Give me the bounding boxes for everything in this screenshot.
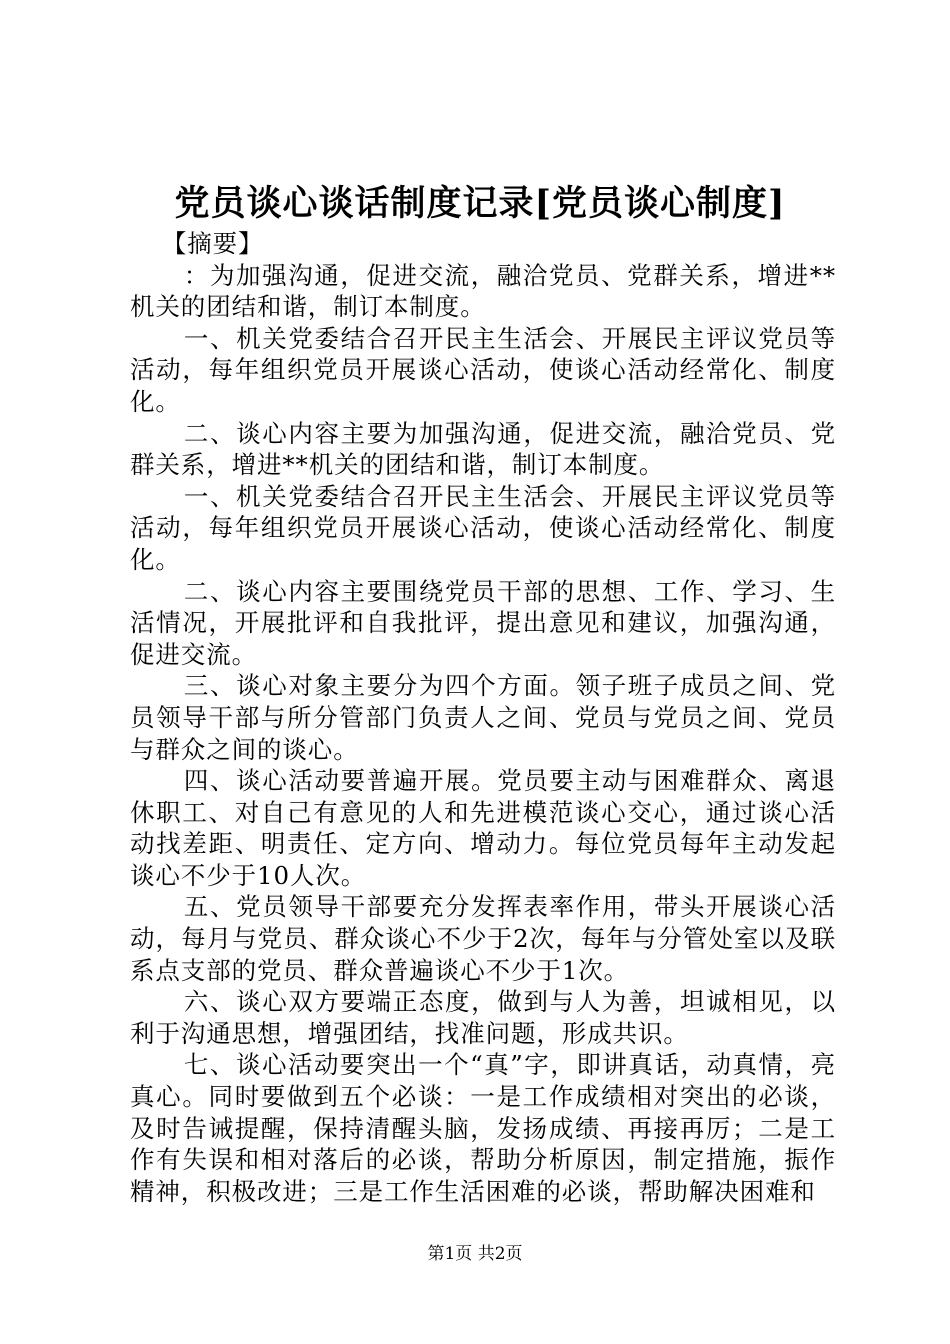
paragraph: 三、谈心对象主要分为四个方面。领子班子成员之间、党员领导干部与所分管部门负责人之间、党员与党员之间、党员与群众之间的谈心。 <box>130 671 836 764</box>
paragraph: 一、机关党委结合召开民主生活会、开展民主评议党员等活动，每年组织党员开展谈心活动，使谈心活动经常化、制度化。 <box>130 481 836 574</box>
document-body <box>130 228 836 1207</box>
paragraph-intro: ：为加强沟通，促进交流，融洽党员、党群关系，增进**机关的团结和谐，制订本制度。 <box>130 260 836 322</box>
paragraph: 二、谈心内容主要围绕党员干部的思想、工作、学习、生活情况，开展批评和自我批评，提出意见和建议，加强沟通，促进交流。 <box>130 576 836 669</box>
page-footer: 第1页 共2页 <box>427 1244 523 1264</box>
paragraph: 一、机关党委结合召开民主生活会、开展民主评议党员等活动，每年组织党员开展谈心活动，使谈心活动经常化、制度化。 <box>130 323 836 416</box>
paragraph: 七、谈心活动要突出一个“真”字，即讲真话，动真情，亮真心。同时要做到五个必谈：一是工作成绩相对突出的必谈，及时告诫提醒，保持清醒头脑，发扬成绩、再接再厉；二是工作有失误和相对落后的必谈，帮助分析原因，制定措施，振作精神，积极改进；三是工作生活困难的必谈，帮助解决困难和 <box>130 1050 836 1206</box>
paragraph: 六、谈心双方要端正态度，做到与人为善，坦诚相见，以利于沟通思想，增强团结，找准问题，形成共识。 <box>130 987 836 1048</box>
paragraph: 四、谈心活动要普遍开展。党员要主动与困难群众、离退休职工、对自己有意见的人和先进模范谈心交心，通过谈心活动找差距、明责任、定方向、增动力。每位党员每年主动发起谈心不少于10人次。 <box>130 766 836 890</box>
paragraph: 二、谈心内容主要为加强沟通，促进交流，融洽党员、党群关系，增进**机关的团结和谐，制订本制度。 <box>130 418 836 480</box>
summary-label: 【摘要】 <box>161 229 264 258</box>
paragraph: 五、党员领导干部要充分发挥表率作用，带头开展谈心活动，每月与党员、群众谈心不少于2次，每年与分管处室以及联系点支部的党员、群众普遍谈心不少于1次。 <box>130 892 836 985</box>
document-title: 党员谈心谈话制度记录[党员谈心制度] <box>174 183 786 224</box>
